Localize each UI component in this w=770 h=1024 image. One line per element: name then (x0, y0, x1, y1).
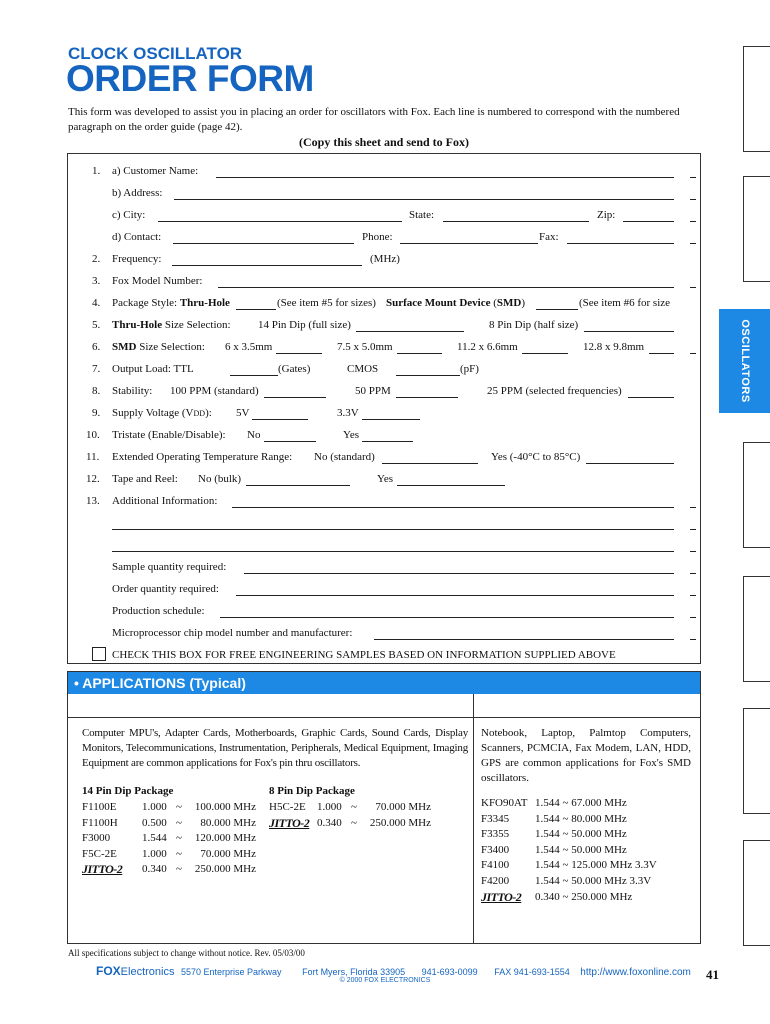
range-high: 250.000 MHz (369, 816, 431, 829)
range-low: 1.000 (142, 847, 167, 860)
range-separator: ~ (351, 801, 357, 813)
range-separator: ~ (176, 863, 182, 876)
model-number-label: Fox Model Number: (112, 275, 203, 287)
line-number: 13. (86, 495, 100, 507)
edge-mark (690, 353, 696, 354)
range-high: 80.000 MHz (200, 816, 256, 829)
footer-line (96, 964, 691, 978)
stability-25-field[interactable] (628, 397, 674, 398)
tristate-yes-option: Yes (343, 429, 360, 441)
line-number: 12. (86, 473, 100, 485)
smd-field[interactable] (536, 309, 578, 310)
model-name: F5C-2E (82, 847, 117, 860)
city-field[interactable] (158, 221, 402, 222)
frequency-field[interactable] (172, 265, 362, 266)
pkg8-list (269, 800, 469, 831)
jitto-logo: JITTO-2 (269, 815, 310, 830)
smd-label: Surface Mount Device (SMD) (386, 297, 526, 309)
edge-mark (690, 595, 696, 596)
oscillator-row (82, 831, 272, 847)
range-separator: ~ (176, 816, 182, 829)
line-number: 6. (92, 341, 101, 353)
pin14-field[interactable] (356, 331, 464, 332)
line-number: 5. (92, 319, 101, 331)
pin8-field[interactable] (584, 331, 674, 332)
zip-field[interactable] (623, 221, 674, 222)
range-high: 250.000 MHz (194, 863, 256, 876)
smd-range: 1.544 ~ 50.000 MHz 3.3V (535, 874, 652, 887)
model-name: F3345 (481, 812, 510, 825)
line-number: 3. (92, 275, 101, 287)
model-name: F3400 (481, 843, 510, 856)
order-quantity-label: Order quantity required: (112, 583, 219, 595)
edge-mark (690, 243, 696, 244)
edge-tab (743, 576, 770, 682)
model-name: F3355 (481, 828, 510, 841)
frequency-unit: (MHz) (370, 253, 400, 265)
applications-divider (68, 717, 700, 718)
size-7x5-option: 7.5 x 5.0mm (337, 341, 393, 353)
size-12x9-field[interactable] (649, 353, 674, 354)
cmos-field[interactable] (396, 375, 460, 376)
additional-info-label: Additional Information: (112, 495, 218, 507)
model-name: F1100H (82, 816, 118, 829)
page-number: 41 (706, 967, 719, 982)
edge-mark (690, 507, 696, 508)
stability-100-field[interactable] (264, 397, 326, 398)
range-high: 100.000 MHz (194, 801, 256, 813)
tristate-yes-field[interactable] (362, 441, 413, 442)
pin14-option: 14 Pin Dip (full size) (258, 319, 351, 331)
copy-note: (Copy this sheet and send to Fox) (298, 135, 469, 149)
thru-hole-note: (See item #5 for sizes) (277, 297, 376, 309)
smd-range: 0.340 ~ 250.000 MHz (535, 890, 633, 903)
edge-tab (743, 840, 770, 946)
edge-mark (690, 529, 696, 530)
stability-25-option: 25 PPM (selected frequencies) (487, 385, 622, 397)
edge-mark (690, 617, 696, 618)
additional-info-field[interactable] (232, 507, 674, 508)
line-number: 4. (92, 297, 101, 309)
smd-note: (See item #6 for size (579, 297, 671, 309)
oscillator-row (82, 847, 272, 863)
frequency-label: Frequency: (112, 253, 162, 265)
order-quantity-field[interactable] (236, 595, 674, 596)
output-load-label: Output Load: TTL (112, 363, 194, 375)
range-low: 0.340 (317, 816, 342, 829)
production-schedule-field[interactable] (220, 617, 674, 618)
line-number: 2. (92, 253, 101, 265)
pkg8-title: 8 Pin Dip Package (269, 785, 355, 797)
oscillator-row (269, 800, 469, 816)
model-name: F4200 (481, 874, 510, 887)
sample-quantity-label: Sample quantity required: (112, 561, 227, 573)
stability-50-option: 50 PPM (355, 385, 391, 397)
range-low: 1.000 (142, 801, 167, 813)
checkbox-label: CHECK THIS BOX FOR FREE ENGINEERING SAMPLES BASED ON INFORMATION SUPPLIED ABOVE (112, 649, 616, 661)
smd-row (481, 890, 696, 906)
cmos-label: CMOS (347, 363, 379, 375)
range-high: 70.000 MHz (200, 847, 256, 860)
smd-range: 1.544 ~ 80.000 MHz (535, 812, 627, 825)
engineering-samples-checkbox[interactable] (92, 647, 106, 661)
range-high: 70.000 MHz (375, 801, 431, 813)
tape-reel-yes-option: Yes (377, 473, 394, 485)
temperature-no-field[interactable] (382, 463, 478, 464)
state-field[interactable] (443, 221, 589, 222)
range-low: 1.544 (142, 832, 167, 845)
edge-mark (690, 177, 696, 178)
applications-column-divider (473, 694, 474, 943)
stability-100-option: 100 PPM (standard) (170, 385, 259, 397)
oscillator-row (269, 816, 469, 832)
edge-tab (743, 708, 770, 814)
city-label: c) City: (112, 209, 146, 221)
edge-tab (743, 46, 770, 152)
tape-reel-no-option: No (bulk) (198, 473, 242, 485)
thru-hole-field[interactable] (236, 309, 276, 310)
range-low: 0.340 (142, 863, 167, 876)
additional-info-line[interactable] (112, 551, 674, 552)
temperature-no-option: No (standard) (314, 451, 375, 463)
smd-size-label: SMD Size Selection: (112, 341, 205, 353)
footer-city: Fort Myers, Florida 33905 (302, 967, 406, 977)
additional-info-line[interactable] (112, 529, 674, 530)
range-separator: ~ (176, 832, 182, 845)
tristate-no-field[interactable] (264, 441, 316, 442)
smd-row (481, 874, 696, 890)
page-title: ORDER FORM (66, 58, 314, 99)
jitto-logo: JITTO-2 (481, 889, 522, 904)
smd-range: 1.544 ~ 50.000 MHz (535, 828, 627, 841)
smd-row (481, 812, 696, 828)
size-7x5-field[interactable] (397, 353, 442, 354)
disclaimer: All specifications subject to change without notice. Rev. 05/03/00 (68, 948, 305, 958)
model-name: F4100 (481, 859, 510, 872)
pkg14-list (82, 800, 272, 878)
side-tab-label: OSCILLATORS (738, 319, 751, 403)
line-number: 9. (92, 407, 101, 419)
smd-row (481, 827, 696, 843)
footer-address: 5570 Enterprise Parkway (180, 967, 282, 977)
model-number-field[interactable] (218, 287, 674, 288)
voltage-3v-option: 3.3V (337, 407, 359, 419)
voltage-5v-field[interactable] (252, 419, 308, 420)
edge-mark (690, 551, 696, 552)
customer-name-field[interactable] (216, 177, 674, 178)
address-field[interactable] (174, 199, 674, 200)
range-separator: ~ (176, 847, 182, 860)
smd-range: 1.544 ~ 67.000 MHz (535, 797, 627, 809)
model-name: H5C-2E (269, 801, 306, 813)
range-low: 1.000 (317, 801, 342, 813)
address-label: b) Address: (112, 187, 163, 199)
model-name: F1100E (82, 801, 117, 813)
contact-field[interactable] (173, 243, 354, 244)
model-name: F3000 (82, 832, 111, 845)
smd-row (481, 796, 696, 812)
line-number: 1. (92, 165, 101, 177)
copyright: © 2000 FOX ELECTRONICS (339, 977, 431, 984)
range-high: 120.000 MHz (194, 832, 256, 845)
edge-mark (690, 221, 696, 222)
temperature-label: Extended Operating Temperature Range: (112, 451, 293, 463)
edge-mark (690, 573, 696, 574)
edge-mark (690, 287, 696, 288)
size-11x6-field[interactable] (522, 353, 568, 354)
state-label: State: (409, 209, 435, 221)
fox-logo: FOX (96, 964, 121, 978)
fox-logo-electronics: Electronics (120, 966, 175, 978)
range-separator: ~ (176, 801, 182, 813)
production-schedule-label: Production schedule: (112, 605, 205, 617)
kicker: CLOCK OSCILLATOR (68, 44, 243, 63)
supply-voltage-label: Supply Voltage (VDD): (112, 407, 212, 419)
customer-name-label: a) Customer Name: (112, 165, 199, 177)
temperature-yes-option: Yes (-40°C to 85°C) (491, 451, 581, 463)
smd-applications: Notebook, Laptop, Palmtop Computers, Scanners, PCMCIA, Fax Modem, LAN, HDD, GPS are common applications for Fox's SMD oscillators. (481, 727, 691, 784)
footer-fax: FAX 941-693-1554 (494, 967, 570, 977)
edge-tab (743, 176, 770, 282)
smd-list (481, 796, 696, 905)
intro-text: This form was developed to assist you in placing an order for oscillators with Fox. Each line is numbered to correspond with the numbered paragraph on the order guide (page 42). (68, 106, 680, 133)
phone-label: Phone: (362, 231, 393, 243)
smd-range: 1.544 ~ 125.000 MHz 3.3V (535, 859, 657, 872)
cmos-unit: (pF) (460, 363, 479, 375)
edge-mark (690, 639, 696, 640)
size-6x3-option: 6 x 3.5mm (225, 341, 273, 353)
applications-header: • APPLICATIONS (Typical) (68, 672, 700, 694)
stability-label: Stability: (112, 385, 153, 397)
smd-row (481, 858, 696, 874)
contact-label: d) Contact: (112, 231, 162, 243)
footer-web-link[interactable]: http://www.foxonline.com (580, 967, 691, 978)
tape-reel-label: Tape and Reel: (112, 473, 178, 485)
thru-hole-size-label: Thru-Hole Size Selection: (112, 319, 231, 331)
model-name: KFO90AT (481, 797, 528, 809)
edge-mark (690, 199, 696, 200)
oscillator-row (82, 862, 272, 878)
range-low: 0.500 (142, 816, 167, 829)
smd-row (481, 843, 696, 859)
line-number: 8. (92, 385, 101, 397)
oscillator-row (82, 800, 272, 816)
size-6x3-field[interactable] (276, 353, 322, 354)
thru-hole-applications: Computer MPU's, Adapter Cards, Motherboards, Graphic Cards, Sound Cards, Display Monitors, Telecommunications, Instrumentation, Peripherals, Medical Equipment, Imaging Equipment are common applications for Fox's pin thru oscillators. (82, 727, 468, 769)
stability-50-field[interactable] (396, 397, 458, 398)
ttl-unit: (Gates) (278, 363, 311, 375)
smd-range: 1.544 ~ 50.000 MHz (535, 843, 627, 856)
tristate-label: Tristate (Enable/Disable): (112, 429, 226, 441)
fax-field[interactable] (567, 243, 674, 244)
tristate-no-option: No (247, 429, 261, 441)
pin8-option: 8 Pin Dip (half size) (489, 319, 579, 331)
ttl-field[interactable] (230, 375, 278, 376)
tape-reel-yes-field[interactable] (397, 485, 505, 486)
phone-field[interactable] (400, 243, 538, 244)
microprocessor-field[interactable] (374, 639, 674, 640)
oscillator-row (82, 816, 272, 832)
voltage-3v-field[interactable] (362, 419, 420, 420)
temperature-yes-field[interactable] (586, 463, 674, 464)
pkg14-title: 14 Pin Dip Package (82, 785, 174, 797)
line-number: 10. (86, 429, 100, 441)
tape-reel-no-field[interactable] (246, 485, 350, 486)
jitto-logo: JITTO-2 (82, 862, 123, 877)
microprocessor-label: Microprocessor chip model number and manufacturer: (112, 627, 353, 639)
line-number: 7. (92, 363, 101, 375)
line-number: 11. (86, 451, 100, 463)
edge-tab (743, 442, 770, 548)
package-style-label: Package Style: Thru-Hole (112, 297, 230, 309)
range-separator: ~ (351, 816, 357, 829)
voltage-5v-option: 5V (236, 407, 250, 419)
oscillators-side-tab (719, 309, 770, 413)
size-12x9-option: 12.8 x 9.8mm (583, 341, 645, 353)
sample-quantity-field[interactable] (244, 573, 674, 574)
footer-phone: 941-693-0099 (421, 967, 478, 977)
fax-label: Fax: (539, 231, 559, 243)
size-11x6-option: 11.2 x 6.6mm (457, 341, 518, 353)
zip-label: Zip: (597, 209, 616, 221)
